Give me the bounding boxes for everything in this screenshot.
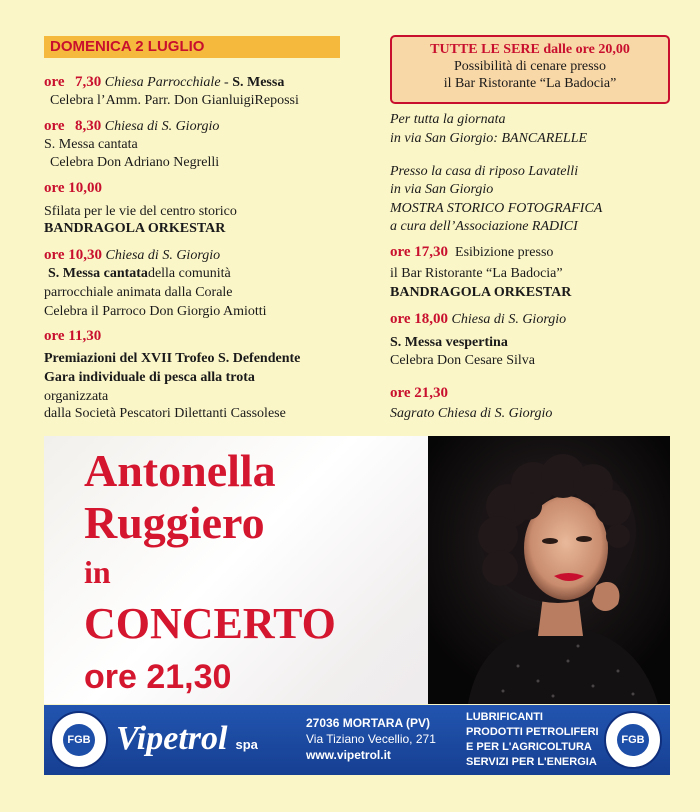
event-time: ore 11,30 [44, 328, 102, 344]
box-title: TUTTE LE SERE dalle ore 20,00 [430, 42, 630, 57]
concert-panel [44, 436, 670, 704]
event-line: organizzata [44, 389, 109, 404]
box-line: il Bar Ristorante “La Badocia” [443, 76, 617, 91]
event-line: dalla Società Pescatori Dilettanti Cassolese [44, 406, 286, 421]
concert-word: CONCERTO [84, 599, 336, 648]
fgb-seal-icon: FGB [50, 711, 108, 769]
event-line: parrocchiale animata dalla Corale [44, 285, 233, 300]
event-line: BANDRAGOLA ORKESTAR [390, 285, 572, 300]
date-banner: DOMENICA 2 LUGLIO [44, 36, 340, 58]
concert-in: in [84, 554, 111, 590]
event-line: ore 10,30 Chiesa di S. Giorgio [44, 247, 221, 263]
event-line: MOSTRA STORICO FOTOGRAFICA [390, 201, 603, 216]
concert-time: ore 21,30 [84, 658, 232, 696]
event-line: a cura dell’Associazione RADICI [390, 219, 578, 234]
evening-dinner-box [390, 35, 670, 104]
artist-last-name: Ruggiero [84, 497, 265, 548]
event-line: in via San Giorgio [390, 182, 494, 197]
fgb-seal-icon: FGB [604, 711, 662, 769]
event-line: Gara individuale di pesca alla trota [44, 370, 255, 385]
sponsor-services: LUBRIFICANTI PRODOTTI PETROLIFERI E PER L'AGRICOLTURA SERVIZI PER L'ENERGIA [466, 711, 599, 768]
event-line: ore 17,30 Esibizione presso [390, 244, 554, 260]
event-time: ore 21,30 [390, 385, 449, 401]
event-line: ore 18,00 Chiesa di S. Giorgio [390, 311, 567, 327]
sponsor-banner [44, 705, 670, 775]
event-line: in via San Giorgio: BANCARELLE [390, 131, 588, 146]
event-line: ore 7,30 Chiesa Parrocchiale - S. Messa [44, 74, 285, 90]
artist-portrait-illustration [428, 436, 670, 704]
event-line: BANDRAGOLA ORKESTAR [44, 221, 226, 236]
event-line: S. Messa cantata [44, 137, 138, 152]
event-line: S. Messa vespertina [390, 335, 508, 350]
vipetrol-logo: Vipetrol spa [116, 720, 258, 757]
sponsor-address: 27036 MORTARA (PV) Via Tiziano Vecellio, 271 www.vipetrol.it [306, 716, 436, 762]
box-line: Possibilità di cenare presso [453, 59, 607, 74]
event-line: ore 8,30 Chiesa di S. Giorgio [44, 118, 220, 134]
event-line: il Bar Ristorante “La Badocia” [390, 266, 563, 281]
event-line: Sagrato Chiesa di S. Giorgio [390, 406, 553, 421]
event-line: S. Messa cantatadella comunità [48, 266, 231, 281]
event-line: Per tutta la giornata [390, 112, 506, 127]
event-line: Celebra Don Adriano Negrelli [50, 155, 220, 170]
artist-photo [428, 436, 670, 704]
event-line: Celebra Don Cesare Silva [390, 353, 536, 368]
artist-first-name: Antonella [84, 445, 276, 496]
event-time: ore 10,00 [44, 180, 103, 196]
event-line: Celebra l’Amm. Parr. Don GianluigiRepossi [50, 93, 299, 108]
event-line: Sfilata per le vie del centro storico [44, 204, 237, 219]
event-line: Premiazioni del XVII Trofeo S. Defendente [44, 351, 301, 366]
sponsor-website: www.vipetrol.it [306, 748, 391, 762]
event-line: Celebra il Parroco Don Giorgio Amiotti [44, 304, 267, 319]
event-line: Presso la casa di riposo Lavatelli [390, 164, 579, 179]
